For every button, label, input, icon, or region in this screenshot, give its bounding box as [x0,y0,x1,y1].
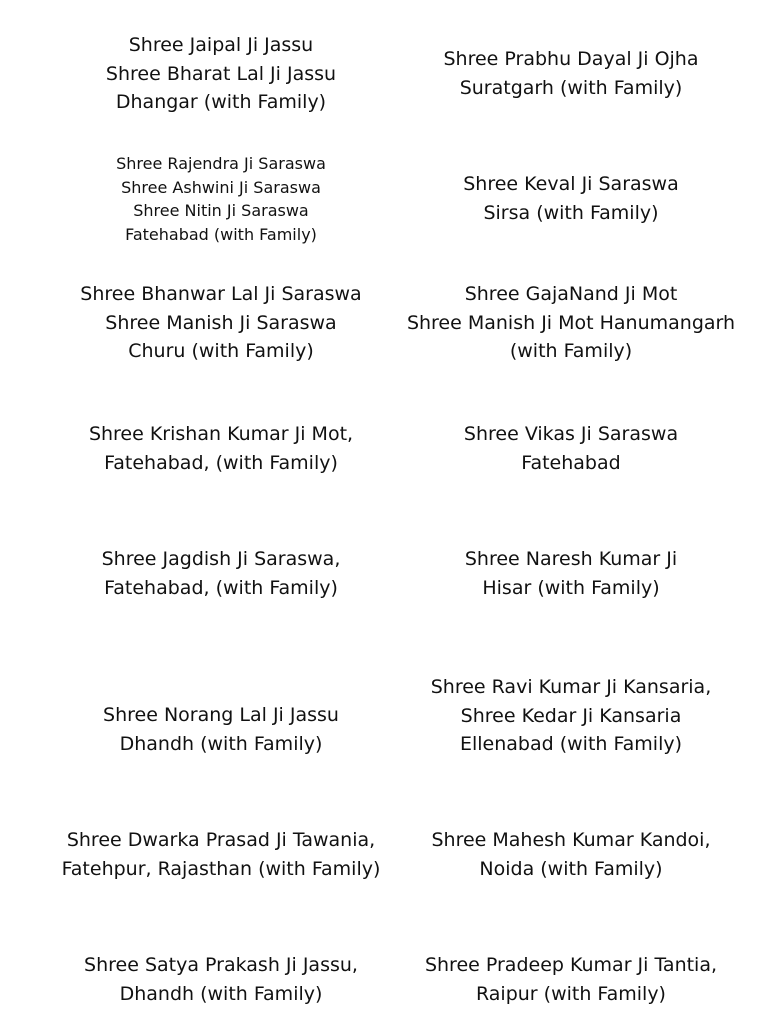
entry-line: Shree Pradeep Kumar Ji Tantia, [424,954,718,976]
entry-line: Raipur (with Family) [476,982,666,1005]
entry-line: Dhandh (with Family) [119,732,323,755]
entry-line: Dhandh (with Family) [119,982,323,1005]
entry-bhanwar-lal-saraswa [40,280,402,366]
entry-line: Shree Vikas Ji Saraswa [463,423,679,445]
entry-line: Shree Krishan Kumar Ji Mot, [88,423,354,445]
entry-jaipal-jassu [40,31,402,117]
entry-line: Shree Jaipal Ji Jassu [128,34,314,56]
entry-jagdish-saraswa [40,545,402,602]
entry-line: Noida (with Family) [479,857,663,880]
entry-line: Shree Prabhu Dayal Ji Ojha [443,48,699,70]
entry-line: Shree Jagdish Ji Saraswa, [101,548,341,570]
entry-keval-saraswa [392,170,750,227]
entry-dwarka-prasad-tawania [40,826,402,883]
entry-line: Fatehabad (with Family) [125,224,317,244]
entry-line: Shree Kedar Ji Kansaria [460,704,682,727]
entry-line: Shree Naresh Kumar Ji [464,548,678,570]
entry-gajanand-mot [392,280,750,366]
entry-line: Churu (with Family) [128,340,314,362]
entry-line: Shree Rajendra Ji Saraswa [116,154,326,173]
entry-line: Fatehabad, (with Family) [104,576,338,599]
entry-line: Sirsa (with Family) [483,201,659,224]
entry-line: Shree Norang Lal Ji Jassu [103,704,339,726]
entry-vikas-saraswa [392,420,750,477]
entry-line: Suratgarh (with Family) [459,76,683,99]
entry-line: Shree Bharat Lal Ji Jassu [105,62,337,85]
entry-naresh-kumar [392,545,750,602]
entry-mahesh-kumar-kandoi [392,826,750,883]
entry-line: Shree Manish Ji Saraswa [105,311,337,334]
entry-line: Shree Ravi Kumar Ji Kansaria, [430,676,712,698]
entry-rajendra-saraswa [40,152,402,246]
entry-line: Ellenabad (with Family) [459,733,683,755]
entry-line: Shree Ashwini Ji Saraswa [121,177,321,197]
entry-line: Fatehabad, (with Family) [104,451,338,474]
entry-line: Shree Bhanwar Lal Ji Saraswa [80,283,362,305]
entry-line: Fatehabad [521,451,621,474]
entry-pradeep-kumar-tantia [392,951,750,1008]
entry-ravi-kumar-kansaria [392,673,750,759]
entry-prabhu-dayal-ojha [392,45,750,102]
entry-line: (with Family) [509,340,633,362]
entry-line: Hisar (with Family) [482,576,660,599]
entry-line: Fatehpur, Rajasthan (with Family) [61,857,381,880]
entry-line: Shree Nitin Ji Saraswa [133,201,309,220]
entry-line: Shree Satya Prakash Ji Jassu, [84,954,358,976]
entry-norang-lal-jassu [40,701,402,758]
entry-line: Shree Keval Ji Saraswa [463,173,679,195]
entry-line: Shree GajaNand Ji Mot [464,283,678,305]
entry-krishan-kumar-mot [40,420,402,477]
entry-satya-prakash-jassu [40,951,402,1008]
entry-line: Shree Dwarka Prasad Ji Tawania, [66,829,376,851]
entry-line: Shree Manish Ji Mot Hanumangarh [406,311,736,334]
entry-line: Dhangar (with Family) [115,91,327,113]
entry-line: Shree Mahesh Kumar Kandoi, [431,829,711,851]
